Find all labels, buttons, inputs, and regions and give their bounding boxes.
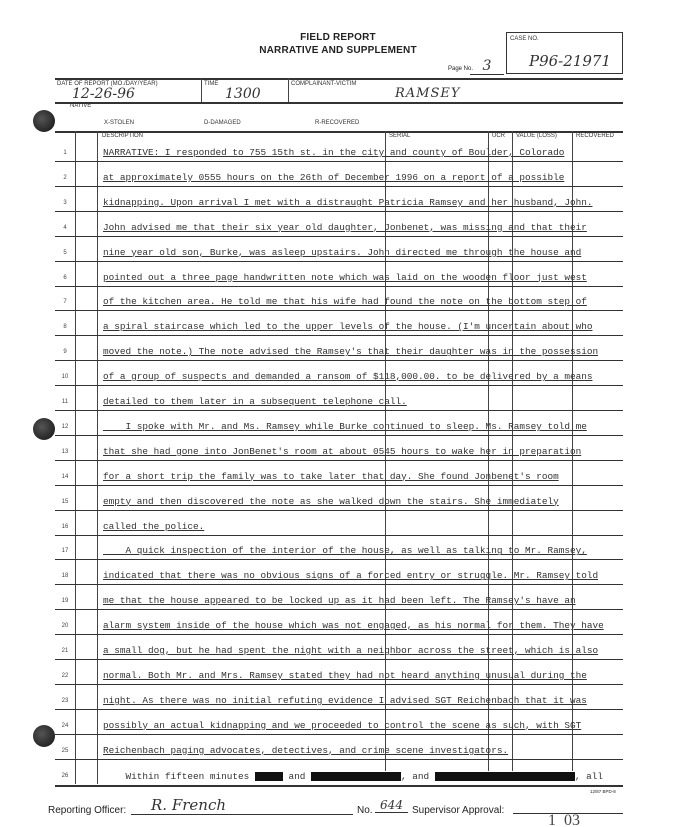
- col-description: DESCRIPTION: [102, 133, 144, 139]
- punch-hole: [33, 418, 55, 440]
- narrative-line: moved the note.) The note advised the Ramsey's that their daughter was in the possession: [103, 346, 599, 358]
- report-title: FIELD REPORT: [300, 32, 376, 43]
- page-stamp: 1 03: [548, 812, 580, 827]
- narrative-line: of a group of suspects and demanded a ransom of $118,000.00. to be delivered by a means: [103, 371, 593, 383]
- row-number: 26: [61, 772, 69, 779]
- row-number: 18: [61, 573, 69, 580]
- col-serial: SERIAL: [389, 133, 411, 139]
- form-code: 12/87 BPD-8: [590, 789, 616, 794]
- narrative-line: pointed out a three page handwritten note which was laid on the wooden floor just west: [103, 271, 587, 283]
- narrative-line: John advised me that their six year old daughter, Jonbenet, was missing and that their: [103, 221, 587, 233]
- row-number: 22: [61, 672, 69, 679]
- row-number: 13: [61, 448, 69, 455]
- row-number: 21: [61, 648, 69, 654]
- row-rule: [55, 161, 623, 162]
- row-number: 7: [63, 299, 67, 306]
- row-number: 19: [61, 598, 69, 605]
- report-subtitle: NARRATIVE AND SUPPLEMENT: [259, 45, 417, 56]
- punch-hole: [33, 110, 55, 132]
- row-number: 8: [63, 324, 67, 331]
- narrative-line: indicated that there was no obvious signs of a forced entry or struggle. Mr. Ramsey told: [103, 570, 599, 582]
- row-rule: [55, 310, 623, 311]
- officer-no-label: No.: [357, 805, 373, 816]
- row-number: 20: [61, 623, 69, 630]
- narrative-last-line: [103, 771, 603, 782]
- divider: [55, 785, 623, 787]
- text: Within fifteen minutes: [103, 771, 255, 782]
- row-rule: [55, 261, 623, 262]
- row-rule: [55, 186, 623, 187]
- native-label: NATIVE: [70, 103, 92, 109]
- row-rule: [55, 734, 623, 735]
- col-ucr: UCR: [492, 133, 505, 139]
- narrative-line: night. As there was no initial refuting evidence I advised SGT Reichenbach that it was: [103, 694, 587, 706]
- row-rule: [55, 559, 623, 560]
- page-number: 3: [470, 58, 504, 75]
- divider: [201, 78, 202, 102]
- row-rule: [55, 485, 623, 486]
- narrative-line: alarm system inside of the house which was not engaged, as his normal for them. They have: [103, 620, 604, 632]
- row-rule: [55, 584, 623, 585]
- row-number: 14: [61, 473, 69, 480]
- narrative-line: Reichenbach paging advocates, detectives, and crime scene investigators.: [103, 744, 509, 756]
- case-label: CASE NO.: [510, 36, 539, 42]
- date-value: 12-26-96: [72, 86, 135, 102]
- row-rule: [55, 211, 623, 212]
- row-rule: [55, 659, 623, 660]
- row-rule: [55, 460, 623, 461]
- narrative-line: normal. Both Mr. and Mrs. Ramsey stated they had not heard anything unusual during the: [103, 669, 587, 681]
- row-rule: [55, 759, 623, 760]
- officer-label: Reporting Officer:: [48, 805, 127, 816]
- supervisor-label: Supervisor Approval:: [412, 805, 505, 816]
- case-number-box: [506, 32, 623, 74]
- narrative-line: of the kitchen area. He told me that his wife had found the note on the bottom step of: [103, 296, 587, 308]
- text: , and: [401, 771, 435, 782]
- narrative-line: detailed to them later in a subsequent telephone call.: [103, 396, 407, 407]
- row-number: 17: [61, 548, 69, 555]
- narrative-line: kidnapping. Upon arrival I met with a distraught Patricia Ramsey and her husband, John.: [103, 196, 593, 208]
- narrative-line: a small dog, but he had spent the night with a neighbor across the street, which is also: [103, 645, 599, 656]
- narrative-line: possibly an actual kidnapping and we proceeded to control the scene as such, with SGT: [103, 719, 582, 731]
- officer-signature: R. French: [131, 796, 353, 815]
- row-rule: [55, 435, 623, 436]
- time-value: 1300: [225, 86, 261, 102]
- row-rule: [55, 410, 623, 411]
- row-rule: [55, 286, 623, 287]
- row-rule: [55, 360, 623, 361]
- row-rule: [55, 634, 623, 635]
- row-number: 23: [61, 697, 69, 704]
- divider: [55, 78, 623, 80]
- case-number: P96-21971: [529, 52, 611, 70]
- narrative-line: that she had gone into JonBenet's room at about 0545 hours to wake her in preparation: [103, 445, 582, 457]
- complainant-label: COMPLAINANT-VICTIM: [291, 81, 357, 87]
- row-number: 9: [63, 349, 67, 356]
- row-number: 4: [63, 224, 67, 231]
- text: , all: [574, 771, 603, 782]
- narrative-line: at approximately 0555 hours on the 26th of December 1996 on a report of a possible: [103, 171, 565, 183]
- officer-no: 644: [375, 798, 408, 813]
- row-number: 24: [61, 722, 69, 729]
- row-rule: [55, 385, 623, 386]
- row-number: 10: [61, 374, 69, 381]
- redaction: [255, 772, 283, 781]
- narrative-line: called the police.: [103, 520, 205, 532]
- narrative-line: A quick inspection of the interior of the house, as well as talking to Mr. Ramsey,: [103, 545, 587, 557]
- row-number: 6: [63, 274, 67, 281]
- narrative-line: for a short trip the family was to take later that day. She found Jonbenet's room: [103, 470, 559, 482]
- row-rule: [55, 684, 623, 685]
- narrative-line: NARRATIVE: I responded to 755 15th st. in the city and county of Boulder, Colorado: [103, 147, 565, 158]
- col-value: VALUE (LOSS): [516, 133, 557, 139]
- punch-hole: [33, 725, 55, 747]
- row-number: 16: [61, 523, 69, 530]
- complainant-value: RAMSEY: [395, 86, 461, 101]
- row-number: 12: [61, 423, 69, 430]
- narrative-line: me that the house appeared to be locked up as it had been left. The Ramsey's have an: [103, 595, 576, 607]
- row-number: 15: [61, 498, 69, 505]
- narrative-line: empty and then discovered the note as she walked down the stairs. She immediately: [103, 495, 559, 507]
- redaction: [435, 772, 575, 781]
- row-number: 11: [61, 399, 69, 405]
- row-rule: [55, 236, 623, 237]
- text: and: [282, 771, 312, 782]
- row-rule: [55, 709, 623, 710]
- row-rule: [55, 535, 623, 536]
- column-line: [97, 131, 98, 784]
- narrative-line: a spiral staircase which led to the upper levels of the house. (I'm uncertain about who: [103, 321, 593, 333]
- legend-stolen: X-STOLEN: [104, 120, 134, 126]
- page-label: Page No.: [448, 66, 474, 72]
- row-rule: [55, 335, 623, 336]
- row-rule: [55, 510, 623, 511]
- time-label: TIME: [204, 81, 219, 87]
- row-number: 3: [63, 199, 67, 206]
- row-number: 25: [61, 747, 69, 754]
- date-label: DATE OF REPORT (MO./DAY/YEAR): [57, 81, 158, 87]
- legend-recovered: R-RECOVERED: [315, 120, 360, 126]
- row-number: 1: [63, 150, 67, 156]
- narrative-line: I spoke with Mr. and Ms. Ramsey while Burke continued to sleep. Ms. Ramsey told me: [103, 420, 587, 432]
- row-number: 2: [63, 174, 67, 181]
- redaction: [311, 772, 401, 781]
- row-rule: [55, 609, 623, 610]
- narrative-line: nine year old son, Burke, was asleep upstairs. John directed me through the house and: [103, 246, 582, 258]
- divider: [288, 78, 289, 102]
- col-recovered: RECOVERED: [576, 133, 615, 139]
- row-number: 5: [63, 249, 67, 256]
- legend-damaged: D-DAMAGED: [204, 120, 241, 126]
- divider: [55, 102, 623, 104]
- column-line: [75, 131, 76, 784]
